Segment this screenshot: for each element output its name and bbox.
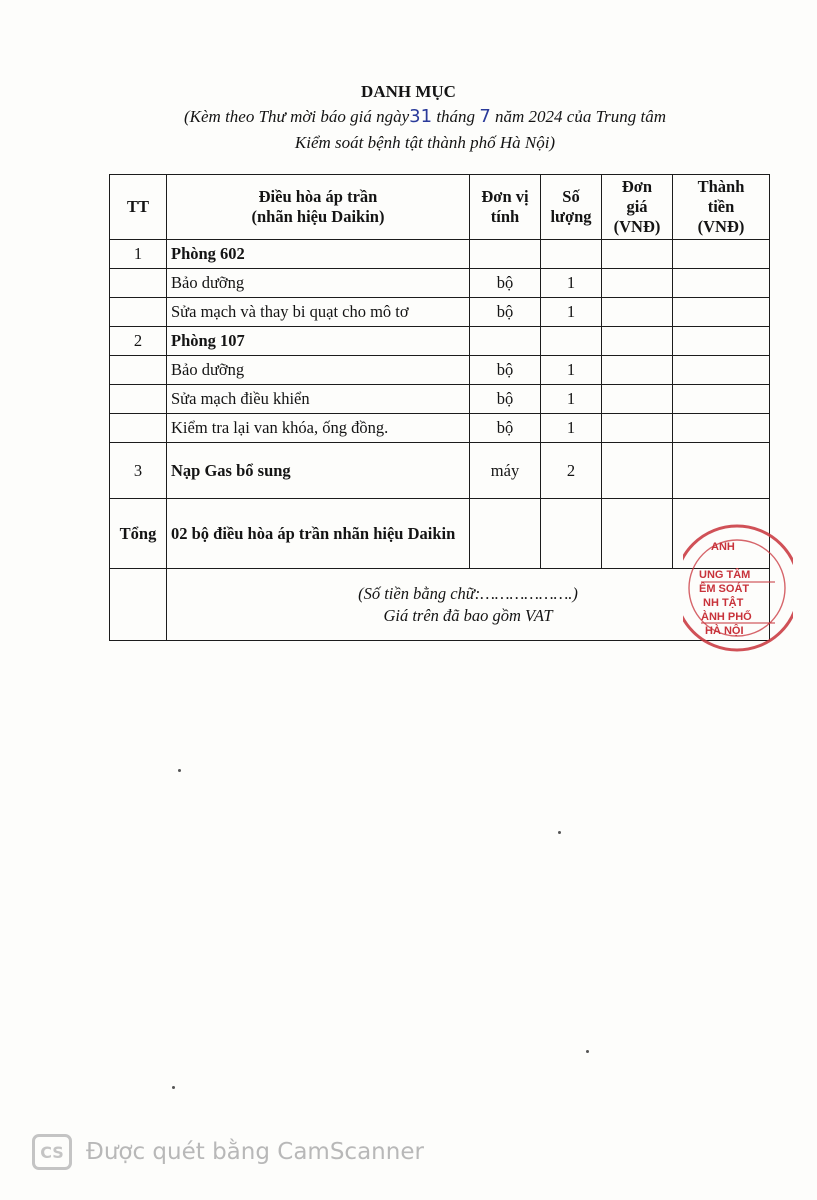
row-total [673,327,770,356]
stamp-line-2: UNG TÂM [699,569,751,581]
quotation-table [109,174,770,641]
handwritten-day: 31 [409,106,433,127]
handwritten-month: 7 [479,106,491,127]
row-price [602,443,673,499]
table-row [110,414,770,443]
row-unit: bộ [470,356,541,385]
row-qty [541,327,602,356]
table-row [110,356,770,385]
row-total [673,298,770,327]
row-total [673,269,770,298]
scan-speck [172,1086,175,1089]
row-qty: 1 [541,356,602,385]
row-tt [110,269,167,298]
row-qty: 2 [541,443,602,499]
row-qty: 1 [541,385,602,414]
header-total: Thành tiền (VNĐ) [673,175,770,240]
row-tt: 2 [110,327,167,356]
row-qty: 1 [541,414,602,443]
table-row [110,240,770,269]
scan-speck [178,769,181,772]
row-tt: 1 [110,240,167,269]
row-unit: bộ [470,269,541,298]
row-price [602,269,673,298]
header-item: Điều hòa áp trần (nhãn hiệu Daikin) [167,175,470,240]
amount-words-row [110,569,770,641]
table-row [110,385,770,414]
row-qty [541,240,602,269]
camscanner-footer [32,1134,424,1170]
table-row [110,298,770,327]
row-unit [470,327,541,356]
document-subtitle [100,104,750,156]
row-unit: bộ [470,414,541,443]
row-total [673,356,770,385]
scan-speck [558,831,561,834]
document-title: DANH MỤC [361,82,456,101]
subtitle-part3: năm 2024 của Trung tâm [490,107,666,126]
total-qty [541,499,602,569]
vat-note: Giá trên đã bao gồm VAT [383,605,553,625]
amount-words-cell [167,569,770,641]
stamp-line-5: ÀNH PHỐ [701,611,752,623]
row-price [602,298,673,327]
header-qty: Số lượng [541,175,602,240]
row-total [673,385,770,414]
row-total [673,443,770,499]
total-label: Tổng [110,499,167,569]
total-price [602,499,673,569]
row-total [673,414,770,443]
subtitle-line2: Kiểm soát bệnh tật thành phố Hà Nội) [294,133,556,152]
row-qty: 1 [541,298,602,327]
row-tt [110,414,167,443]
row-name: Phòng 602 [167,240,470,269]
camscanner-text: Được quét bằng CamScanner [86,1139,424,1165]
row-tt [110,298,167,327]
row-name: Bảo dưỡng [167,269,470,298]
header-row [110,175,770,240]
row-price [602,327,673,356]
total-unit [470,499,541,569]
row-tt [110,356,167,385]
row-unit [470,240,541,269]
row-price [602,414,673,443]
row-name: Sửa mạch và thay bi quạt cho mô tơ [167,298,470,327]
table-row [110,269,770,298]
table-row [110,327,770,356]
row-name: Nạp Gas bổ sung [167,443,470,499]
row-name: Sửa mạch điều khiển [167,385,470,414]
row-price [602,240,673,269]
table-row [110,443,770,499]
stamp-line-6: HÀ NỘI [705,625,744,637]
header-price: Đơn giá (VNĐ) [602,175,673,240]
row-tt [110,385,167,414]
row-price [602,385,673,414]
camscanner-logo-icon: CS [32,1134,72,1170]
stamp-line-4: NH TẬT [703,597,744,609]
header-tt: TT [110,175,167,240]
subtitle-part1: (Kèm theo Thư mời báo giá ngày [184,107,410,126]
row-unit: máy [470,443,541,499]
scan-speck [586,1050,589,1053]
row-unit: bộ [470,298,541,327]
amount-words-empty [110,569,167,641]
row-qty: 1 [541,269,602,298]
row-tt: 3 [110,443,167,499]
total-description: 02 bộ điều hòa áp trần nhãn hiệu Daikin [167,499,470,569]
row-name: Kiểm tra lại van khóa, ống đồng. [167,414,470,443]
stamp-line-1: ANH [711,541,735,553]
row-unit: bộ [470,385,541,414]
stamp-line-3: ÊM SOÁT [699,583,750,595]
row-name: Phòng 107 [167,327,470,356]
red-seal-stamp [683,522,793,672]
amount-in-words: (Số tiền bằng chữ:……………….) [358,583,578,603]
row-price [602,356,673,385]
subtitle-part2: tháng [432,107,480,126]
total-row [110,499,770,569]
row-name: Bảo dưỡng [167,356,470,385]
header-unit: Đơn vị tính [470,175,541,240]
row-total [673,240,770,269]
